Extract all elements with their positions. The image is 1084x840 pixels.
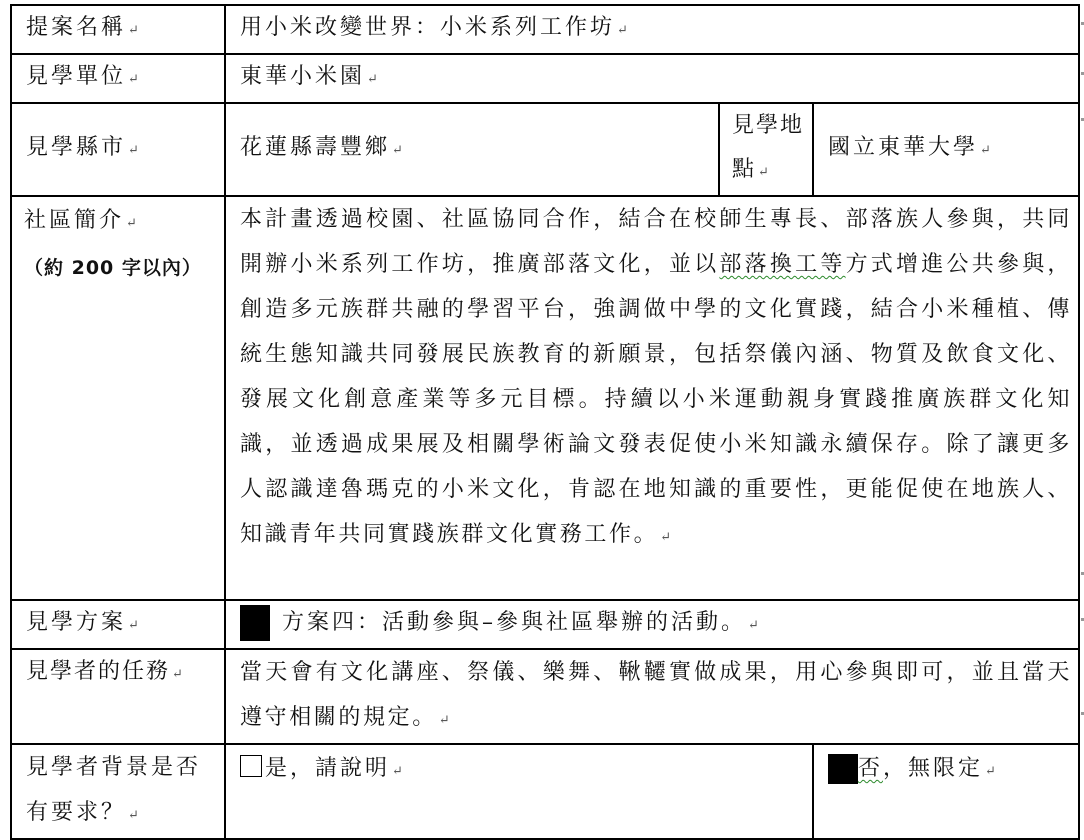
visitor-background-label [11,744,225,839]
paragraph-mark-icon: ↵ [392,143,403,158]
community-intro-text-continued: 方式增進公共參與，創造多元族群共融的學習平台，強調做中學的文化實踐，結合小米種植、傳統生態知識共同發展民族教育的新願景，包括祭儀內涵、物質及飲食文化、發展文化創意產業等多元目標。持續以小米運動親身實踐推廣族群文化知識，並透過成果展及相關學術論文發表促使小米知識永續保存。除了讓更多人認識達魯瑪克的小米文化，肯認在地知識的重要性，更能促使在地族人、知識青年共同實踐族群文化實務工作。 [240,252,1073,547]
visit-plan-row [11,600,1079,649]
unchecked-checkbox-icon[interactable] [240,755,262,777]
visit-plan-label-text: 見學方案 [26,610,127,635]
paragraph-mark-icon: ↵ [172,667,183,682]
visitor-task-text: 當天會有文化講座、祭儀、樂舞、鞦韆實做成果，用心參與即可，並且當天遵守相關的規定。 [240,660,1073,730]
visit-place-label-text: 見學地點 [732,113,805,182]
background-no-text: 否 [858,756,884,781]
visitor-task-value [225,649,1079,744]
document-page [10,4,1078,840]
proposal-name-value [225,5,1079,54]
visitor-task-label [11,649,225,744]
visitor-task-row [11,649,1079,744]
visit-county-row [11,103,1079,196]
paragraph-mark-icon: ↵ [128,143,139,158]
background-no-text-rest: ，無限定 [883,756,984,781]
visit-place-value [813,103,1079,196]
visit-place-label [719,103,813,196]
paragraph-mark-icon: ↵ [617,23,628,38]
visit-place-text: 國立東華大學 [828,135,979,160]
visit-plan-value [225,600,1079,649]
community-intro-value [225,196,1079,600]
paragraph-mark-icon: ↵ [660,530,672,545]
visit-unit-value [225,54,1079,103]
paragraph-mark-icon: ↵ [367,72,378,87]
visit-plan-label [11,600,225,649]
background-no-option [813,744,1079,839]
paragraph-mark-icon: ↵ [438,713,450,728]
word-limit-note: （約 200 字以內） [24,257,202,279]
paragraph-mark-icon: ↵ [128,23,139,38]
paragraph-mark-icon: ↵ [758,165,769,180]
proposal-name-label [11,5,225,54]
paragraph-mark-icon: ↵ [748,618,759,633]
community-intro-text: 本計畫透過校園、社區協同合作，結合在校師生專長、部落族人參與，共同開辦小米系列工作坊，推廣部落文化，並以 [240,207,1073,277]
proposal-name-row [11,5,1079,54]
visit-unit-label [11,54,225,103]
visit-plan-text: 方案四：活動參與–參與社區舉辦的活動。 [282,610,747,635]
proposal-name-label-text: 提案名稱 [26,15,127,40]
paragraph-mark-icon: ↵ [980,143,991,158]
field-trip-form-table [10,4,1080,840]
community-intro-label-text: 社區簡介 [24,208,125,233]
visit-unit-row [11,54,1079,103]
visit-unit-label-text: 見學單位 [26,64,127,89]
visit-county-label-text: 見學縣市 [26,135,127,160]
visitor-background-row [11,744,1079,839]
paragraph-mark-icon: ↵ [392,764,403,779]
visit-unit-text: 東華小米園 [240,64,366,89]
visit-county-value [225,103,719,196]
visitor-background-label-text: 見學者背景是否有要求？ [26,755,202,825]
paragraph-mark-icon: ↵ [128,72,139,87]
community-intro-row [11,196,1079,600]
paragraph-mark-icon: ↵ [126,216,137,231]
visit-county-text: 花蓮縣壽豐鄉 [240,135,391,160]
paragraph-mark-icon: ↵ [985,764,996,779]
proposal-name-text: 用小米改變世界：小米系列工作坊 [240,15,616,40]
community-intro-label [11,196,225,600]
background-yes-option [225,744,813,839]
paragraph-mark-icon: ↵ [128,808,139,823]
paragraph-mark-icon: ↵ [128,618,139,633]
selected-checkbox-icon[interactable] [828,754,858,784]
spellcheck-flagged-text: 部落換工等 [719,252,846,277]
selected-checkbox-icon[interactable] [240,605,270,641]
background-yes-text: 是，請說明 [265,756,391,781]
visit-county-label [11,103,225,196]
visitor-task-label-text: 見學者的任務 [26,659,171,684]
